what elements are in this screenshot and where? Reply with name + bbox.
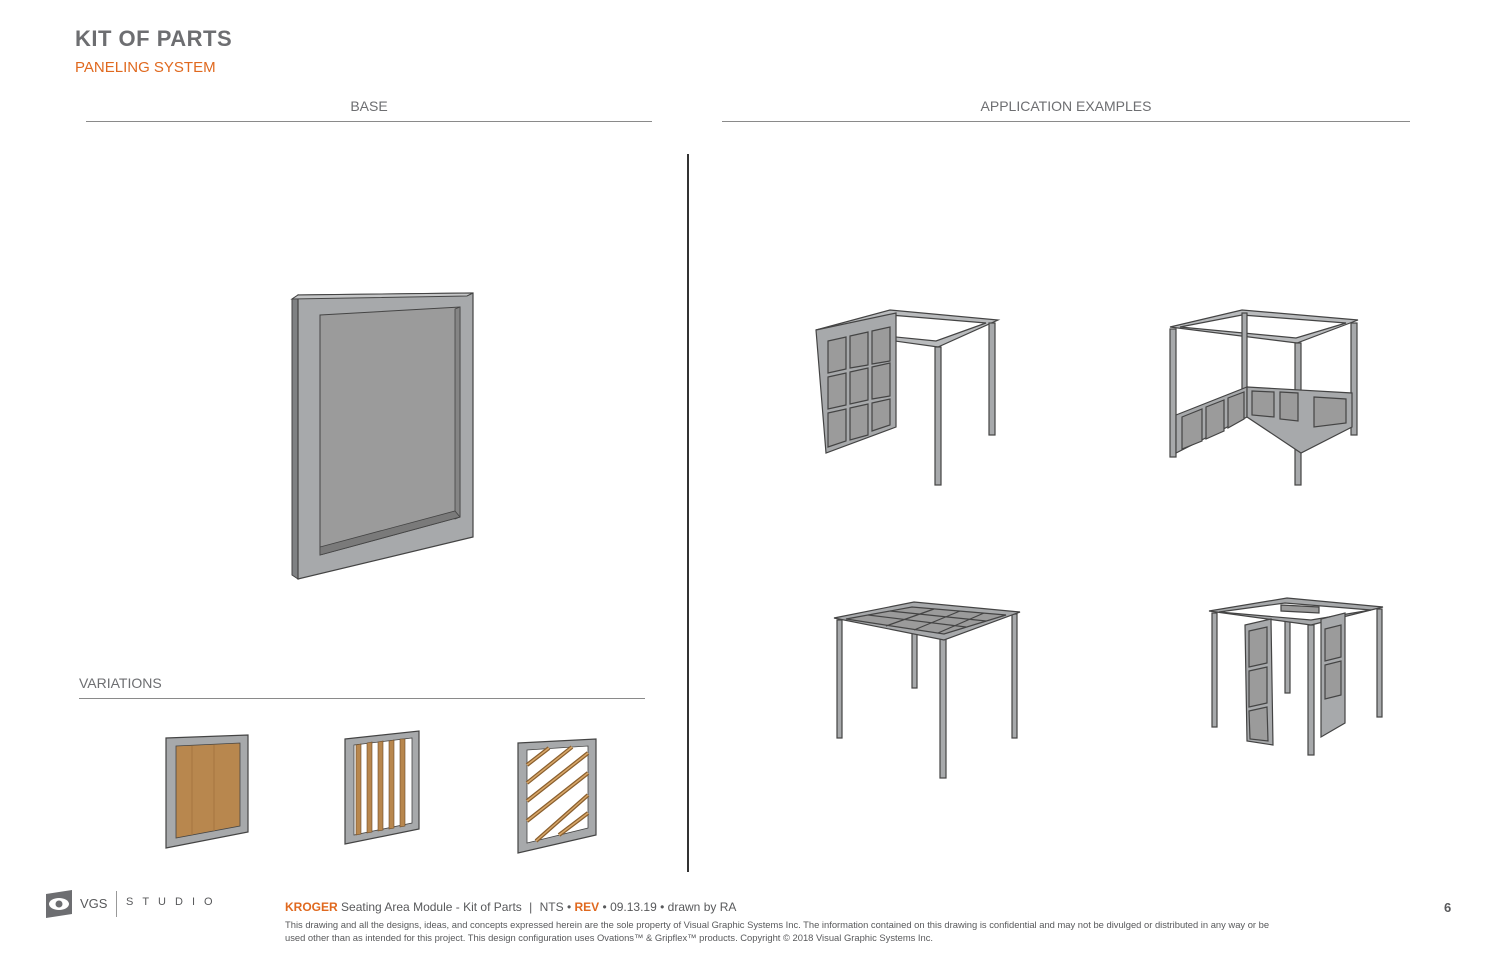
logo-text-vgs: VGS <box>80 896 108 911</box>
eye-logo-icon <box>44 890 76 918</box>
footer-project: Seating Area Module - Kit of Parts <box>341 900 522 914</box>
frame-roof-panels-icon <box>826 598 1028 786</box>
footer-drawn-by: drawn by RA <box>667 900 737 914</box>
vertical-divider <box>687 154 689 872</box>
footer-rev-label: REV <box>574 900 600 914</box>
frame-hanging-panels-icon <box>1205 595 1390 763</box>
footer-scale: NTS <box>539 900 564 914</box>
section-rule-base <box>86 121 652 122</box>
company-logo <box>44 888 244 920</box>
frame-half-wall-panels-icon <box>1162 305 1367 495</box>
logo-separator <box>116 891 117 917</box>
footer-client: KROGER <box>285 900 338 914</box>
logo-text-studio: STUDIO <box>126 896 222 908</box>
footer-bullet: • <box>660 900 665 914</box>
vertical-slat-panel-icon <box>342 729 424 847</box>
footer-separator: | <box>529 900 533 914</box>
footer-date: 09.13.19 <box>610 900 657 914</box>
footer-title-line <box>285 900 736 914</box>
footer-legal-text: This drawing and all the designs, ideas, and concepts expressed herein are the sole property of Visual Graphic Systems Inc. The information contained on this drawing is confidential and may not be divulged or distributed in any way or be used other than as intended for this project. This design configuration uses Ovations™ & Gripflex™ products. Copyright © 2018 Visual Graphic Systems Inc. <box>285 919 1270 943</box>
footer-bullet: • <box>602 900 607 914</box>
wood-panel-icon <box>162 734 254 852</box>
page-subtitle: PANELING SYSTEM <box>75 59 216 76</box>
frame-side-panels-icon <box>808 305 1008 495</box>
page-title: KIT OF PARTS <box>75 26 233 51</box>
diagonal-slat-panel-icon <box>514 735 602 855</box>
section-rule-variations <box>79 698 645 699</box>
footer-bullet: • <box>566 900 572 914</box>
section-heading-base: BASE <box>350 98 388 114</box>
page-number: 6 <box>1444 900 1452 915</box>
section-rule-application <box>722 121 1410 122</box>
section-heading-variations: VARIATIONS <box>79 675 162 691</box>
section-heading-application: APPLICATION EXAMPLES <box>980 98 1152 114</box>
base-panel-icon <box>290 285 480 585</box>
